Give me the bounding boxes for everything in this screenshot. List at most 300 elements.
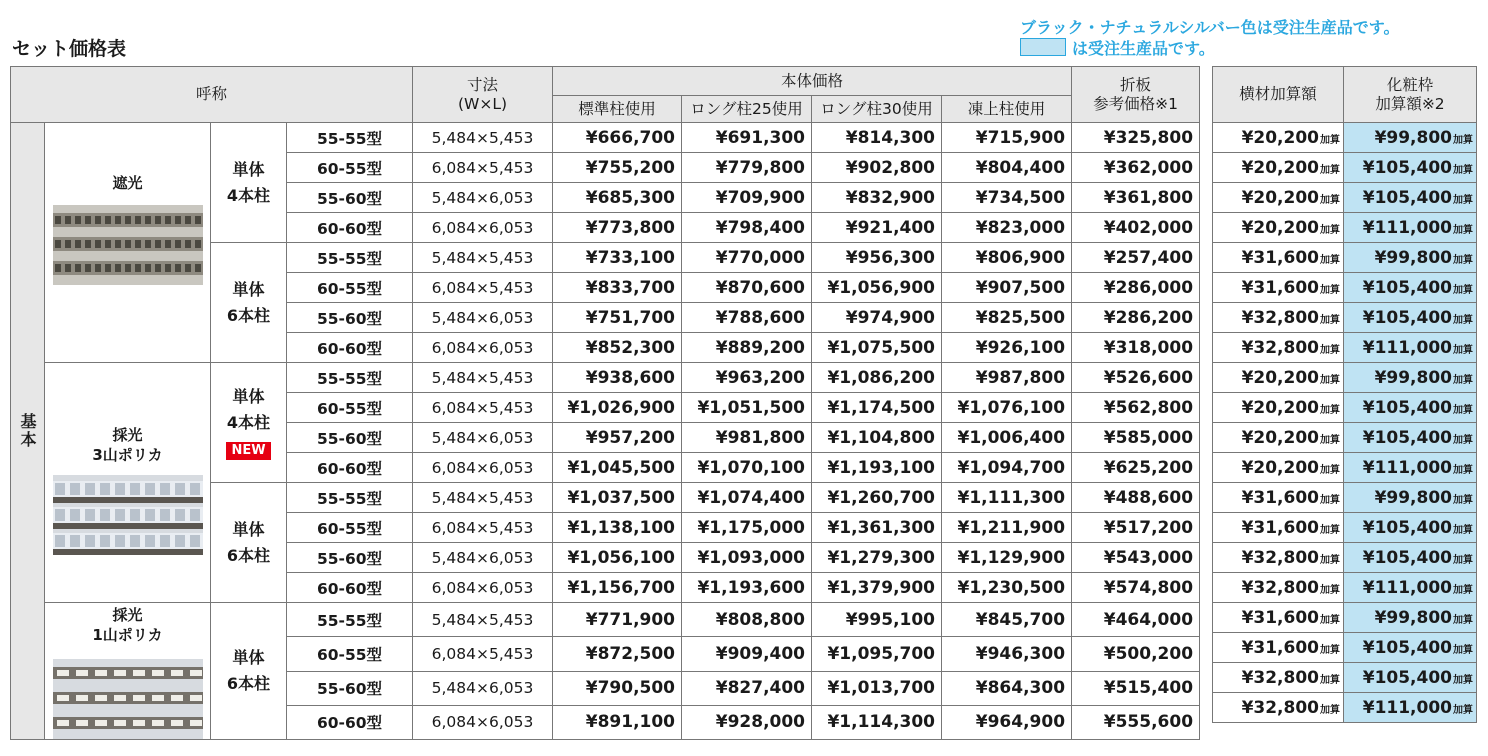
long25-price-cell: ¥827,400 — [682, 671, 812, 705]
deco-addon-cell — [1344, 393, 1477, 423]
long25-price-cell: ¥889,200 — [682, 333, 812, 363]
deco-value: ¥99,800 — [1374, 607, 1452, 628]
unit-label: 単体 6本柱 — [226, 519, 271, 565]
unit-label: 単体 4本柱 — [226, 159, 271, 205]
cross-value: ¥20,200 — [1241, 187, 1319, 208]
dimension-cell: 6,084×5,453 — [413, 513, 553, 543]
long30-price-cell: ¥1,114,300 — [812, 705, 942, 739]
section-name: 採光 1山ポリカ — [92, 606, 163, 644]
type-cell: 60-55型 — [287, 513, 413, 543]
type-cell: 60-60型 — [287, 213, 413, 243]
fold-price-cell: ¥526,600 — [1072, 363, 1200, 393]
cross-value: ¥32,800 — [1241, 307, 1319, 328]
section-name: 遮光 — [112, 174, 143, 192]
unit-label-cell — [211, 363, 287, 483]
dimension-cell: 6,084×5,453 — [413, 637, 553, 671]
header-dim-unit: (W×L) — [457, 94, 508, 113]
note-line-1: ブラック・ナチュラルシルバー色は受注生産品です。 — [1020, 18, 1400, 37]
kasan-suffix: 加算 — [1453, 194, 1473, 206]
deco-value: ¥99,800 — [1374, 127, 1452, 148]
deco-value: ¥105,400 — [1362, 517, 1452, 538]
kasan-suffix: 加算 — [1453, 344, 1473, 356]
type-cell: 55-55型 — [287, 123, 413, 153]
deco-addon-cell — [1344, 183, 1477, 213]
dimension-cell: 6,084×6,053 — [413, 705, 553, 739]
addon-row — [1213, 513, 1477, 543]
std-price-cell: ¥755,200 — [553, 153, 682, 183]
cross-value: ¥20,200 — [1241, 367, 1319, 388]
cross-value: ¥20,200 — [1241, 397, 1319, 418]
fold-price-cell: ¥286,000 — [1072, 273, 1200, 303]
type-cell: 55-55型 — [287, 603, 413, 637]
cross-value: ¥31,600 — [1241, 607, 1319, 628]
frost-price-cell: ¥907,500 — [942, 273, 1072, 303]
kasan-suffix: 加算 — [1320, 254, 1340, 266]
section-cell — [45, 603, 211, 740]
long30-price-cell: ¥1,174,500 — [812, 393, 942, 423]
deco-addon-cell — [1344, 153, 1477, 183]
frost-price-cell: ¥964,900 — [942, 705, 1072, 739]
addon-table-body — [1213, 123, 1477, 723]
long30-price-cell: ¥1,193,100 — [812, 453, 942, 483]
deco-value: ¥105,400 — [1362, 307, 1452, 328]
deco-value: ¥111,000 — [1362, 217, 1452, 238]
deco-value: ¥111,000 — [1362, 697, 1452, 718]
frost-price-cell: ¥1,006,400 — [942, 423, 1072, 453]
kasan-suffix: 加算 — [1453, 554, 1473, 566]
unit-label-cell — [211, 243, 287, 363]
long30-price-cell: ¥1,361,300 — [812, 513, 942, 543]
kasan-suffix: 加算 — [1320, 194, 1340, 206]
main-table-body — [11, 123, 1200, 740]
header-frost: 凍上柱使用 — [942, 96, 1072, 123]
addon-row — [1213, 663, 1477, 693]
deco-addon-cell — [1344, 573, 1477, 603]
cross-addon-cell — [1213, 663, 1344, 693]
addon-price-table — [1212, 66, 1477, 723]
frost-price-cell: ¥864,300 — [942, 671, 1072, 705]
long25-price-cell: ¥1,175,000 — [682, 513, 812, 543]
kasan-suffix: 加算 — [1453, 374, 1473, 386]
header-fold-1: 折板 — [1120, 75, 1152, 94]
type-cell: 55-55型 — [287, 483, 413, 513]
deco-addon-cell — [1344, 543, 1477, 573]
dimension-cell: 5,484×6,053 — [413, 303, 553, 333]
addon-row — [1213, 213, 1477, 243]
fold-price-cell: ¥464,000 — [1072, 603, 1200, 637]
long30-price-cell: ¥1,056,900 — [812, 273, 942, 303]
cross-value: ¥32,800 — [1241, 667, 1319, 688]
deco-addon-cell — [1344, 633, 1477, 663]
carport-photo — [53, 659, 203, 739]
kasan-suffix: 加算 — [1453, 584, 1473, 596]
dimension-cell: 6,084×6,053 — [413, 213, 553, 243]
fold-price-cell: ¥517,200 — [1072, 513, 1200, 543]
long25-price-cell: ¥928,000 — [682, 705, 812, 739]
dimension-cell: 5,484×6,053 — [413, 543, 553, 573]
header-body-price: 本体価格 — [553, 67, 1072, 96]
cross-addon-cell — [1213, 603, 1344, 633]
kasan-suffix: 加算 — [1453, 164, 1473, 176]
type-cell: 55-60型 — [287, 671, 413, 705]
fold-price-cell: ¥362,000 — [1072, 153, 1200, 183]
type-cell: 60-55型 — [287, 273, 413, 303]
long25-price-cell: ¥1,051,500 — [682, 393, 812, 423]
frost-price-cell: ¥1,211,900 — [942, 513, 1072, 543]
dimension-cell: 6,084×6,053 — [413, 333, 553, 363]
header-std: 標準柱使用 — [553, 96, 682, 123]
cross-value: ¥32,800 — [1241, 697, 1319, 718]
cross-value: ¥32,800 — [1241, 577, 1319, 598]
deco-addon-cell — [1344, 303, 1477, 333]
deco-addon-cell — [1344, 333, 1477, 363]
frost-price-cell: ¥823,000 — [942, 213, 1072, 243]
frost-price-cell: ¥926,100 — [942, 333, 1072, 363]
note-line-2 — [1020, 38, 1480, 59]
fold-price-cell: ¥574,800 — [1072, 573, 1200, 603]
kasan-suffix: 加算 — [1320, 344, 1340, 356]
header-cross: 横材加算額 — [1213, 67, 1344, 123]
std-price-cell: ¥751,700 — [553, 303, 682, 333]
deco-value: ¥111,000 — [1362, 577, 1452, 598]
std-price-cell: ¥1,138,100 — [553, 513, 682, 543]
kasan-suffix: 加算 — [1453, 254, 1473, 266]
kasan-suffix: 加算 — [1453, 614, 1473, 626]
deco-value: ¥105,400 — [1362, 277, 1452, 298]
addon-row — [1213, 333, 1477, 363]
carport-photo — [53, 475, 203, 555]
std-price-cell: ¥833,700 — [553, 273, 682, 303]
long30-price-cell: ¥814,300 — [812, 123, 942, 153]
long25-price-cell: ¥1,070,100 — [682, 453, 812, 483]
deco-addon-cell — [1344, 273, 1477, 303]
long30-price-cell: ¥1,379,900 — [812, 573, 942, 603]
std-price-cell: ¥1,156,700 — [553, 573, 682, 603]
long25-price-cell: ¥1,074,400 — [682, 483, 812, 513]
long25-price-cell: ¥770,000 — [682, 243, 812, 273]
dimension-cell: 5,484×5,453 — [413, 363, 553, 393]
deco-addon-cell — [1344, 693, 1477, 723]
section-cell — [45, 123, 211, 363]
fold-price-cell: ¥515,400 — [1072, 671, 1200, 705]
long30-price-cell: ¥1,104,800 — [812, 423, 942, 453]
long25-price-cell: ¥779,800 — [682, 153, 812, 183]
frost-price-cell: ¥987,800 — [942, 363, 1072, 393]
dimension-cell: 5,484×5,453 — [413, 123, 553, 153]
deco-value: ¥99,800 — [1374, 247, 1452, 268]
frost-price-cell: ¥806,900 — [942, 243, 1072, 273]
type-cell: 55-55型 — [287, 243, 413, 273]
addon-row — [1213, 543, 1477, 573]
kasan-suffix: 加算 — [1453, 464, 1473, 476]
long25-price-cell: ¥1,193,600 — [682, 573, 812, 603]
kasan-suffix: 加算 — [1453, 524, 1473, 536]
kasan-suffix: 加算 — [1320, 374, 1340, 386]
header-long25: ロング柱25使用 — [682, 96, 812, 123]
long30-price-cell: ¥995,100 — [812, 603, 942, 637]
dimension-cell: 5,484×6,053 — [413, 183, 553, 213]
frost-price-cell: ¥1,129,900 — [942, 543, 1072, 573]
fold-price-cell: ¥286,200 — [1072, 303, 1200, 333]
std-price-cell: ¥872,500 — [553, 637, 682, 671]
new-badge: NEW — [226, 442, 270, 460]
long25-price-cell: ¥909,400 — [682, 637, 812, 671]
deco-addon-cell — [1344, 363, 1477, 393]
kasan-suffix: 加算 — [1320, 464, 1340, 476]
header-long30: ロング柱30使用 — [812, 96, 942, 123]
kasan-suffix: 加算 — [1320, 284, 1340, 296]
long30-price-cell: ¥1,013,700 — [812, 671, 942, 705]
long30-price-cell: ¥974,900 — [812, 303, 942, 333]
cross-addon-cell — [1213, 573, 1344, 603]
deco-value: ¥99,800 — [1374, 487, 1452, 508]
deco-addon-cell — [1344, 603, 1477, 633]
page-title: セット価格表 — [12, 38, 127, 60]
addon-row — [1213, 273, 1477, 303]
type-cell: 60-55型 — [287, 637, 413, 671]
kasan-suffix: 加算 — [1320, 704, 1340, 716]
cross-value: ¥31,600 — [1241, 247, 1319, 268]
std-price-cell: ¥1,026,900 — [553, 393, 682, 423]
section-cell — [45, 363, 211, 603]
cross-addon-cell — [1213, 153, 1344, 183]
kasan-suffix: 加算 — [1453, 404, 1473, 416]
long25-price-cell: ¥798,400 — [682, 213, 812, 243]
cross-value: ¥20,200 — [1241, 427, 1319, 448]
kasan-suffix: 加算 — [1320, 164, 1340, 176]
frost-price-cell: ¥734,500 — [942, 183, 1072, 213]
deco-value: ¥105,400 — [1362, 187, 1452, 208]
deco-value: ¥105,400 — [1362, 547, 1452, 568]
cross-addon-cell — [1213, 243, 1344, 273]
long25-price-cell: ¥981,800 — [682, 423, 812, 453]
deco-value: ¥111,000 — [1362, 457, 1452, 478]
long30-price-cell: ¥921,400 — [812, 213, 942, 243]
dimension-cell: 6,084×5,453 — [413, 153, 553, 183]
header-deco — [1344, 67, 1477, 123]
kasan-suffix: 加算 — [1453, 644, 1473, 656]
kasan-suffix: 加算 — [1453, 284, 1473, 296]
std-price-cell: ¥852,300 — [553, 333, 682, 363]
type-cell: 60-60型 — [287, 333, 413, 363]
long25-price-cell: ¥788,600 — [682, 303, 812, 333]
deco-addon-cell — [1344, 213, 1477, 243]
cross-addon-cell — [1213, 123, 1344, 153]
addon-row — [1213, 303, 1477, 333]
cross-addon-cell — [1213, 393, 1344, 423]
kasan-suffix: 加算 — [1320, 434, 1340, 446]
deco-addon-cell — [1344, 243, 1477, 273]
dimension-cell: 5,484×5,453 — [413, 483, 553, 513]
cross-value: ¥32,800 — [1241, 337, 1319, 358]
type-cell: 55-60型 — [287, 303, 413, 333]
dimension-cell: 6,084×6,053 — [413, 573, 553, 603]
kasan-suffix: 加算 — [1453, 434, 1473, 446]
long30-price-cell: ¥1,260,700 — [812, 483, 942, 513]
cross-addon-cell — [1213, 303, 1344, 333]
header-deco-1: 化粧枠 — [1386, 75, 1434, 94]
unit-label-cell — [211, 123, 287, 243]
table-row — [11, 123, 1200, 153]
deco-value: ¥105,400 — [1362, 157, 1452, 178]
type-cell: 55-60型 — [287, 543, 413, 573]
deco-value: ¥105,400 — [1362, 397, 1452, 418]
deco-value: ¥105,400 — [1362, 427, 1452, 448]
fold-price-cell: ¥361,800 — [1072, 183, 1200, 213]
dimension-cell: 6,084×6,053 — [413, 453, 553, 483]
long30-price-cell: ¥1,279,300 — [812, 543, 942, 573]
fold-price-cell: ¥318,000 — [1072, 333, 1200, 363]
cross-addon-cell — [1213, 513, 1344, 543]
cross-value: ¥31,600 — [1241, 637, 1319, 658]
deco-addon-cell — [1344, 453, 1477, 483]
kasan-suffix: 加算 — [1453, 224, 1473, 236]
frost-price-cell: ¥804,400 — [942, 153, 1072, 183]
header-name: 呼称 — [11, 67, 413, 123]
cross-addon-cell — [1213, 363, 1344, 393]
deco-value: ¥105,400 — [1362, 667, 1452, 688]
deco-addon-cell — [1344, 483, 1477, 513]
frost-price-cell: ¥1,230,500 — [942, 573, 1072, 603]
cross-addon-cell — [1213, 453, 1344, 483]
deco-addon-cell — [1344, 663, 1477, 693]
long25-price-cell: ¥808,800 — [682, 603, 812, 637]
cross-addon-cell — [1213, 543, 1344, 573]
std-price-cell: ¥1,045,500 — [553, 453, 682, 483]
deco-value: ¥111,000 — [1362, 337, 1452, 358]
frost-price-cell: ¥1,094,700 — [942, 453, 1072, 483]
header-deco-2: 加算額※2 — [1375, 94, 1445, 113]
fold-price-cell: ¥543,000 — [1072, 543, 1200, 573]
addon-row — [1213, 423, 1477, 453]
cross-value: ¥31,600 — [1241, 487, 1319, 508]
std-price-cell: ¥957,200 — [553, 423, 682, 453]
deco-addon-cell — [1344, 423, 1477, 453]
cross-addon-cell — [1213, 423, 1344, 453]
fold-price-cell: ¥625,200 — [1072, 453, 1200, 483]
note-line-2-text: は受注生産品です。 — [1072, 39, 1215, 58]
kasan-suffix: 加算 — [1453, 704, 1473, 716]
addon-row — [1213, 183, 1477, 213]
std-price-cell: ¥773,800 — [553, 213, 682, 243]
std-price-cell: ¥1,056,100 — [553, 543, 682, 573]
addon-row — [1213, 123, 1477, 153]
dimension-cell: 6,084×5,453 — [413, 393, 553, 423]
std-price-cell: ¥666,700 — [553, 123, 682, 153]
group-label: 基本 — [11, 123, 45, 740]
kasan-suffix: 加算 — [1320, 614, 1340, 626]
cross-addon-cell — [1213, 183, 1344, 213]
fold-price-cell: ¥402,000 — [1072, 213, 1200, 243]
std-price-cell: ¥771,900 — [553, 603, 682, 637]
addon-row — [1213, 453, 1477, 483]
addon-row — [1213, 363, 1477, 393]
unit-label-cell — [211, 603, 287, 740]
kasan-suffix: 加算 — [1320, 554, 1340, 566]
header-dim-label: 寸法 — [467, 75, 499, 94]
order-notes — [1020, 18, 1480, 59]
fold-price-cell: ¥325,800 — [1072, 123, 1200, 153]
type-cell: 60-60型 — [287, 453, 413, 483]
fold-price-cell: ¥488,600 — [1072, 483, 1200, 513]
section-name: 採光 3山ポリカ — [92, 426, 163, 464]
kasan-suffix: 加算 — [1320, 674, 1340, 686]
long30-price-cell: ¥832,900 — [812, 183, 942, 213]
addon-row — [1213, 633, 1477, 663]
frost-price-cell: ¥1,111,300 — [942, 483, 1072, 513]
dimension-cell: 5,484×5,453 — [413, 243, 553, 273]
frost-price-cell: ¥825,500 — [942, 303, 1072, 333]
cross-addon-cell — [1213, 693, 1344, 723]
frost-price-cell: ¥1,076,100 — [942, 393, 1072, 423]
long25-price-cell: ¥963,200 — [682, 363, 812, 393]
unit-label: 単体 4本柱 — [226, 386, 271, 432]
main-price-table — [10, 66, 1200, 740]
fold-price-cell: ¥555,600 — [1072, 705, 1200, 739]
cross-addon-cell — [1213, 333, 1344, 363]
kasan-suffix: 加算 — [1320, 314, 1340, 326]
cross-value: ¥20,200 — [1241, 127, 1319, 148]
fold-price-cell: ¥257,400 — [1072, 243, 1200, 273]
type-cell: 55-60型 — [287, 183, 413, 213]
deco-value: ¥99,800 — [1374, 367, 1452, 388]
addon-row — [1213, 243, 1477, 273]
cross-value: ¥20,200 — [1241, 157, 1319, 178]
long25-price-cell: ¥1,093,000 — [682, 543, 812, 573]
kasan-suffix: 加算 — [1320, 494, 1340, 506]
type-cell: 60-55型 — [287, 393, 413, 423]
kasan-suffix: 加算 — [1320, 404, 1340, 416]
long30-price-cell: ¥1,075,500 — [812, 333, 942, 363]
std-price-cell: ¥733,100 — [553, 243, 682, 273]
header-fold — [1072, 67, 1200, 123]
fold-price-cell: ¥500,200 — [1072, 637, 1200, 671]
kasan-suffix: 加算 — [1320, 224, 1340, 236]
frost-price-cell: ¥845,700 — [942, 603, 1072, 637]
cross-addon-cell — [1213, 483, 1344, 513]
kasan-suffix: 加算 — [1320, 584, 1340, 596]
cross-addon-cell — [1213, 633, 1344, 663]
cross-value: ¥31,600 — [1241, 517, 1319, 538]
type-cell: 60-60型 — [287, 573, 413, 603]
header-dimension — [413, 67, 553, 123]
cross-addon-cell — [1213, 213, 1344, 243]
addon-row — [1213, 153, 1477, 183]
addon-row — [1213, 393, 1477, 423]
deco-addon-cell — [1344, 123, 1477, 153]
kasan-suffix: 加算 — [1320, 644, 1340, 656]
kasan-suffix: 加算 — [1453, 134, 1473, 146]
table-row — [11, 363, 1200, 393]
std-price-cell: ¥790,500 — [553, 671, 682, 705]
long25-price-cell: ¥709,900 — [682, 183, 812, 213]
cross-value: ¥31,600 — [1241, 277, 1319, 298]
std-price-cell: ¥891,100 — [553, 705, 682, 739]
cross-value: ¥32,800 — [1241, 547, 1319, 568]
carport-photo — [53, 205, 203, 285]
long30-price-cell: ¥1,086,200 — [812, 363, 942, 393]
kasan-suffix: 加算 — [1453, 494, 1473, 506]
deco-value: ¥105,400 — [1362, 637, 1452, 658]
type-cell: 55-60型 — [287, 423, 413, 453]
kasan-suffix: 加算 — [1453, 674, 1473, 686]
addon-row — [1213, 573, 1477, 603]
table-row — [11, 603, 1200, 637]
shaded-swatch — [1020, 38, 1066, 56]
header-fold-2: 参考価格※1 — [1093, 94, 1178, 113]
frost-price-cell: ¥946,300 — [942, 637, 1072, 671]
kasan-suffix: 加算 — [1320, 524, 1340, 536]
